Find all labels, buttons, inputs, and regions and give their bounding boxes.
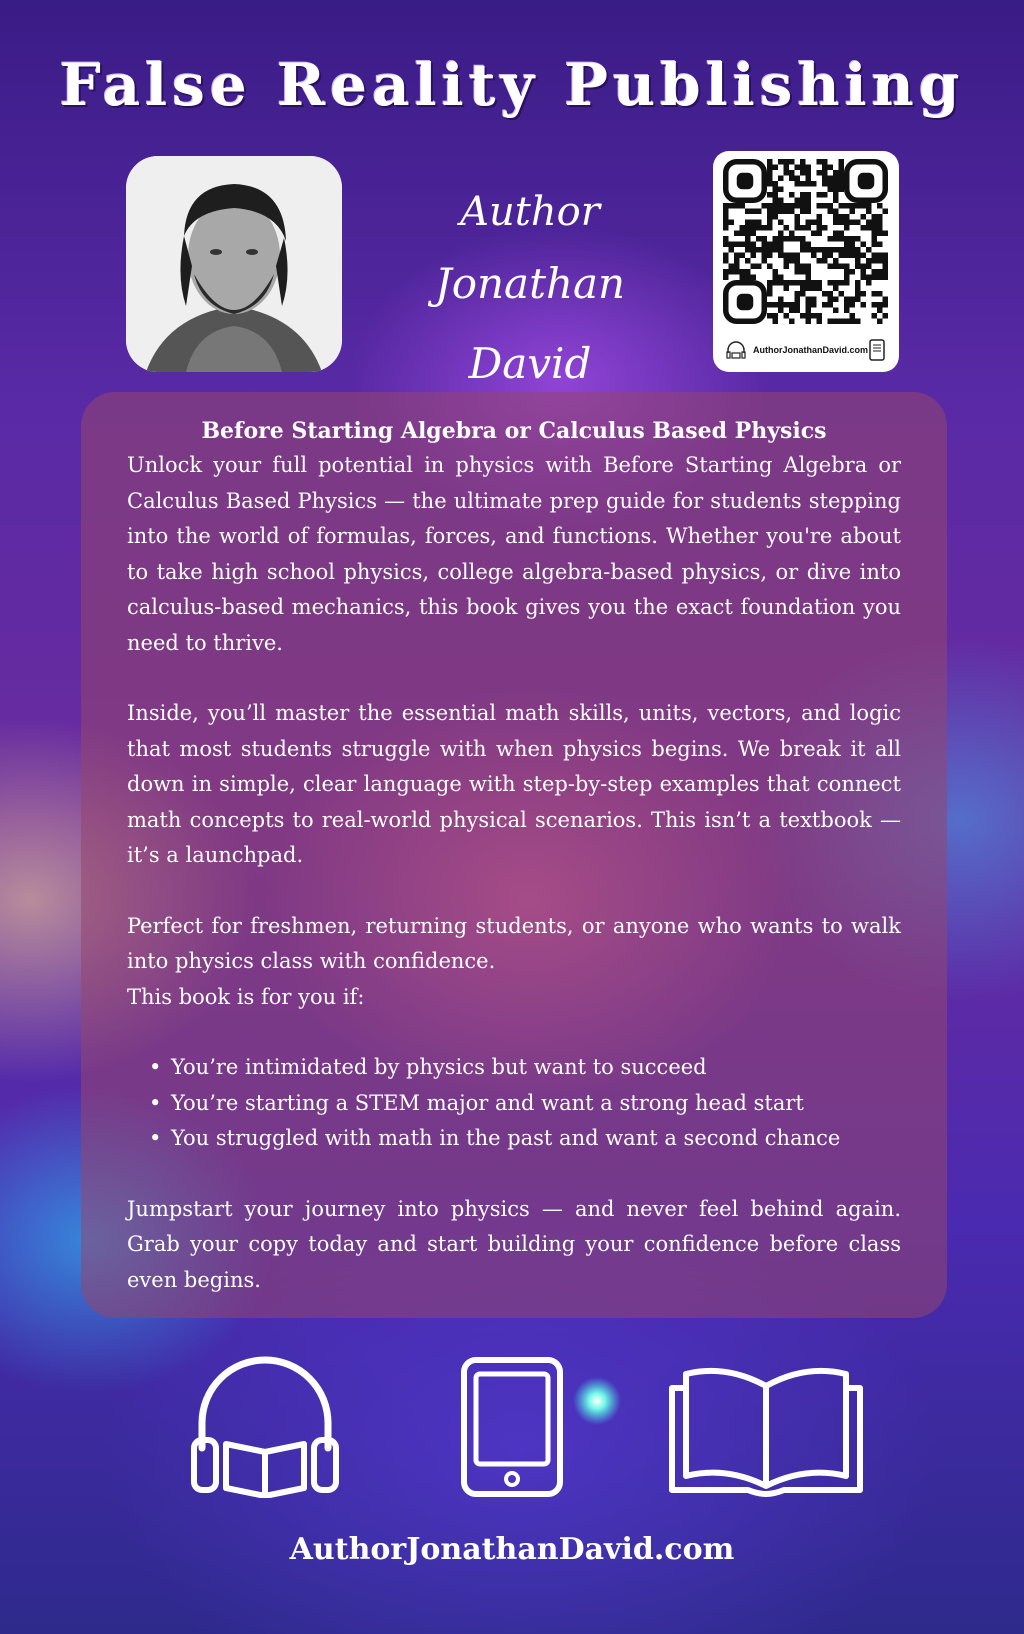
book-title: Before Starting Algebra or Calculus Based Physics (201, 418, 827, 444)
audience-intro: This book is for you if: (127, 984, 365, 1009)
book-description-panel (81, 392, 947, 1318)
glowing-orb (572, 1376, 622, 1426)
list-item: • You struggled with math in the past and want a second chance (149, 1121, 901, 1157)
list-item: • You’re starting a STEM major and want a strong head start (149, 1086, 901, 1122)
qr-code (713, 151, 899, 341)
website-link[interactable]: AuthorJonathanDavid.com (289, 1532, 735, 1567)
author-credit (370, 180, 690, 388)
author-photo (126, 156, 342, 372)
qr-site-label: AuthorJonathanDavid.com (753, 345, 869, 355)
closing-paragraph: Jumpstart your journey into physics — and never feel behind again. Grab your copy today and start building your confidence before class even begins. (127, 1196, 901, 1292)
author-name: Jonathan David (434, 259, 626, 388)
tablet-icon (869, 339, 885, 361)
audiobook-headphones-icon (190, 1348, 340, 1498)
qr-code-card[interactable] (713, 151, 899, 372)
description-paragraph-2: Inside, you’ll master the essential math skills, units, vectors, and logic that most students struggle with when physics begins. We break it all down in simple, clear language with step-by-step examples that connect math concepts to real-world physical scenarios. This isn’t a textbook — it’s a launchpad. (127, 701, 901, 867)
author-label: Author (460, 189, 600, 235)
open-book-icon (666, 1358, 866, 1498)
audience-list (127, 1050, 901, 1157)
headphones-book-icon (725, 341, 747, 359)
description-paragraph-3: Perfect for freshmen, returning students, or anyone who wants to walk into physics class with confidence. (127, 913, 901, 973)
description-paragraph-1: Unlock your full potential in physics with Before Starting Algebra or Calculus Based Physics — the ultimate prep guide for students stepping into the world of formulas, forces, and functions. Whether you're about to take high school physics, college algebra-based physics, or dive into calculus-based mechanics, this book gives you the exact foundation you need to thrive. (127, 453, 901, 655)
ereader-tablet-icon (460, 1356, 564, 1498)
publisher-title: False Reality Publishing (59, 51, 965, 119)
list-item: • You’re intimidated by physics but want to succeed (149, 1050, 901, 1086)
